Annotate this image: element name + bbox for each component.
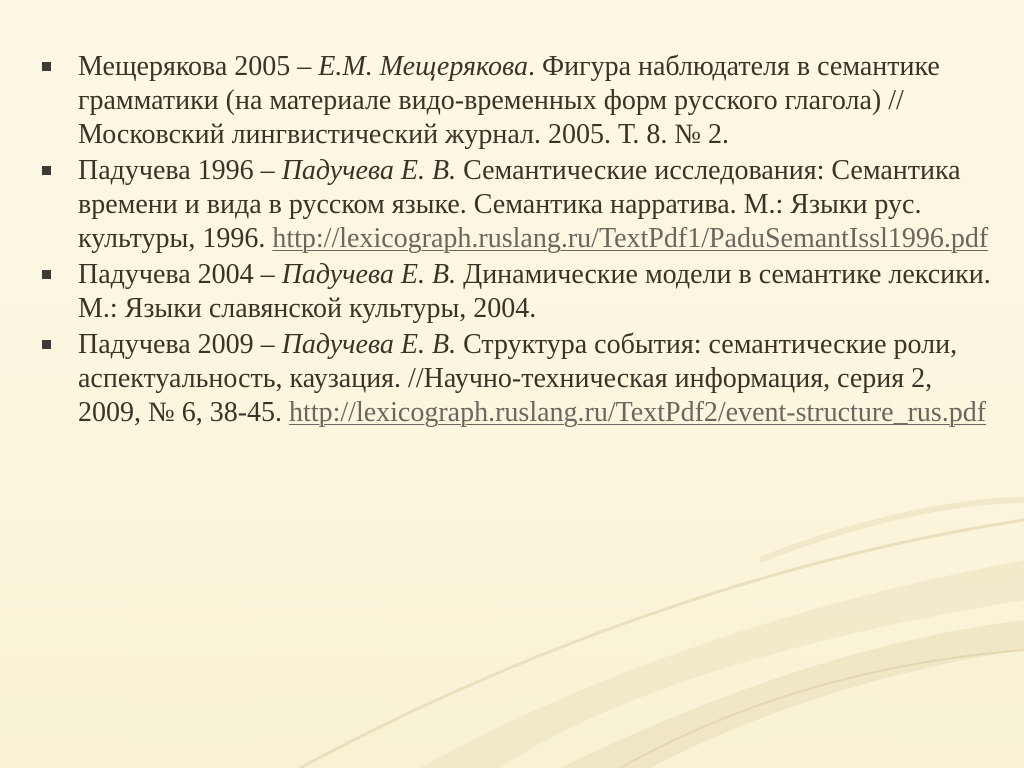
reference-author: Е.М. Мещерякова [318,51,528,82]
bullet-square-icon [42,62,51,71]
reference-text: Динамические модели в семантике лексики. М.: Языки славянской культуры, 2004. [78,259,991,324]
reference-text: Семантические исследования: Семантика времени и вида в русском языке. Семантика нарратива. М.: Языки рус. культуры, 1996. [78,155,961,254]
reference-author: Падучева Е. В. [281,155,457,186]
reference-item [36,50,996,152]
reference-lead: Падучева 2004 – [78,259,282,290]
reference-author: Падучева Е. В. [281,329,457,360]
reference-item [36,154,996,256]
reference-link[interactable]: http://lexicograph.ruslang.ru/TextPdf2/event-structure_rus.pdf [289,397,987,428]
reference-lead: Падучева 2009 – [78,329,282,360]
bullet-square-icon [42,270,51,279]
reference-item [36,328,996,430]
reference-author: Падучева Е. В. [281,259,457,290]
bullet-square-icon [42,340,51,349]
reference-text: Структура события: семантические роли, аспектуальность, каузация. //Научно-техническая информация, серия 2, 2009, № 6, 38-45. [78,329,958,428]
reference-list [36,50,996,432]
reference-text: . Фигура наблюдателя в семантике грамматики (на материале видо-временных форм русского глагола) // Московский лингвистический журнал. 2005. Т. 8. № 2. [78,51,940,150]
bullet-square-icon [42,166,51,175]
reference-lead: Мещерякова 2005 – [78,51,319,82]
reference-item [36,258,996,326]
reference-lead: Падучева 1996 – [78,155,282,186]
reference-link[interactable]: http://lexicograph.ruslang.ru/TextPdf1/PaduSemantIssl1996.pdf [272,223,989,254]
